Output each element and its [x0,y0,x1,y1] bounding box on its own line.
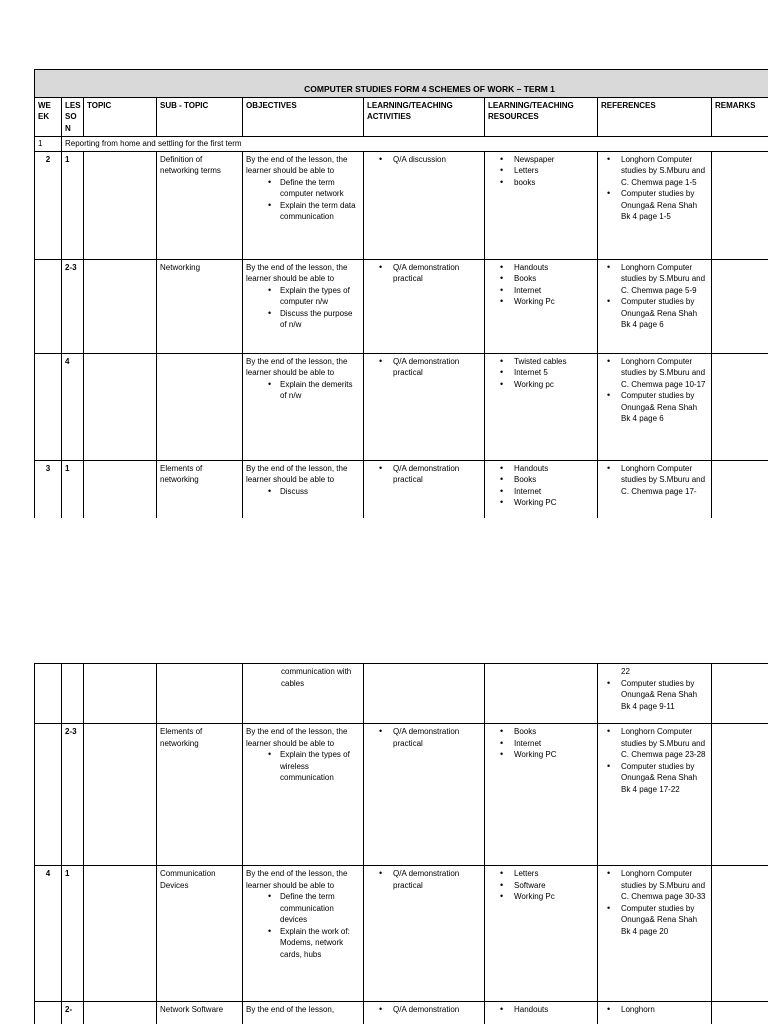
references-cell [598,724,712,866]
week-cell [35,353,62,460]
objectives-list [246,891,360,960]
resources-list [488,262,594,308]
list-item: • Computer studies by Onunga& Rena Shah Bk 4 page 6 [615,296,708,331]
objectives-cell [243,353,364,460]
list-item: • Books [508,726,594,738]
list-item: • Working PC [508,497,594,509]
remarks-cell [712,151,768,259]
table-row [35,353,768,460]
week-cell: 4 [35,866,62,1002]
list-item: • Internet [508,285,594,297]
list-item: • Q/A demonstration practical [387,356,481,379]
resources-list [488,356,594,391]
list-item: • Working pc [508,379,594,391]
page-1 [0,69,768,518]
page-2 [0,663,768,1024]
list-item: • Q/A demonstration practical [387,262,481,285]
activities-cell [364,353,485,460]
subtopic-cell: Communication Devices [157,866,243,1002]
lesson-cell: 2- [62,1002,84,1024]
week-cell [35,724,62,866]
list-item: • Newspaper [508,154,594,166]
references-list [601,726,708,795]
objectives-list [246,177,360,223]
header-topic: TOPIC [84,97,157,137]
continued-references: 22 • Computer studies by Onunga& Rena Shah Bk 4 page 9-11 [598,664,712,724]
list-item: • Q/A discussion [387,154,481,166]
references-cell [598,460,712,518]
remarks-cell [712,1002,768,1024]
activities-list [367,356,481,379]
continuation-row [35,664,768,724]
list-item: • Internet [508,738,594,750]
activities-cell [364,724,485,866]
list-item: • Computer studies by Onunga& Rena Shah Bk 4 page 20 [615,903,708,938]
list-item: • books [508,177,594,189]
activities-list [367,262,481,285]
week1-note: Reporting from home and settling for the first term [62,137,768,152]
document-title: COMPUTER STUDIES FORM 4 SCHEMES OF WORK – TERM 1 [35,70,768,98]
week-cell: 3 [35,460,62,518]
references-list [601,356,708,425]
subtopic-cell: Network Software [157,1002,243,1024]
lesson-cell: 1 [62,151,84,259]
resources-list [488,463,594,509]
header-activities: LEARNING/TEACHING ACTIVITIES [364,97,485,137]
objectives-intro: By the end of the lesson, the learner should be able to [246,727,348,748]
list-item: • Working PC [508,749,594,761]
list-item: • Explain the work of: Modems, network cards, hubs [276,926,360,961]
topic-cell [84,1002,157,1024]
list-item: • Q/A demonstration practical [387,463,481,486]
objectives-intro: By the end of the lesson, the learner should be able to [246,262,348,283]
objectives-cell [243,460,364,518]
topic-cell [84,259,157,353]
remarks-cell [712,724,768,866]
header-week: WE EK [35,97,62,137]
objectives-list [246,285,360,331]
activities-cell [364,259,485,353]
table-row [35,866,768,1002]
list-item: • Letters [508,165,594,177]
table-row [35,1002,768,1024]
table-row [35,151,768,259]
activities-list [367,726,481,749]
subtopic-cell: Definition of networking terms [157,151,243,259]
header-remarks: REMARKS [712,97,768,137]
list-item: • Explain the demerits of n/w [276,379,360,402]
objectives-intro: By the end of the lesson, the learner should be able to [246,356,348,377]
activities-list [367,463,481,486]
objectives-cell [243,151,364,259]
resources-cell [485,460,598,518]
lesson-cell: 1 [62,866,84,1002]
resources-cell [485,151,598,259]
table-row [35,460,768,518]
scheme-table-page-2 [34,663,768,1024]
list-item: • Computer studies by Onunga& Rena Shah Bk 4 page 1-5 [615,188,708,223]
subtopic-cell: Elements of networking [157,724,243,866]
remarks-cell [712,259,768,353]
header-references: REFERENCES [598,97,712,137]
list-item: • Twisted cables [508,356,594,368]
activities-cell [364,151,485,259]
objectives-intro: By the end of the lesson, the learner should be able to [246,463,348,484]
list-item: • Define the term computer network [276,177,360,200]
list-item: • Letters [508,868,594,880]
list-item: • Longhorn Computer studies by S.Mburu and C. Chemwa page 17- [615,463,708,498]
resources-cell [485,353,598,460]
list-item: • Q/A demonstration [387,1004,481,1016]
references-cell [598,259,712,353]
week-cell [35,1002,62,1024]
list-item: • Discuss [276,486,360,498]
list-item: • Working Pc [508,296,594,308]
continued-objectives: communication with cables [243,664,364,724]
list-item: • Handouts [508,463,594,475]
list-item: • Books [508,273,594,285]
week-cell [35,259,62,353]
references-cell [598,866,712,1002]
lesson-cell: 2-3 [62,259,84,353]
table-row [35,259,768,353]
list-item: • Working Pc [508,891,594,903]
topic-cell [84,353,157,460]
activities-list [367,1004,481,1016]
list-item: • Explain the types of computer n/w [276,285,360,308]
week1-row [35,137,768,152]
lesson-cell: 4 [62,353,84,460]
resources-list [488,154,594,189]
objectives-cell [243,1002,364,1024]
objectives-cell [243,259,364,353]
references-list [601,262,708,331]
activities-list [367,868,481,891]
header-subtopic: SUB - TOPIC [157,97,243,137]
topic-cell [84,724,157,866]
list-item: • Explain the types of wireless communication [276,749,360,784]
objectives-list [246,749,360,784]
list-item: • Longhorn Computer studies by S.Mburu and C. Chemwa page 30-33 [615,868,708,903]
remarks-cell [712,866,768,1002]
header-lesson: LES SO N [62,97,84,137]
activities-cell [364,866,485,1002]
resources-list [488,868,594,903]
references-cell [598,151,712,259]
list-item: • Computer studies by Onunga& Rena Shah Bk 4 page 17-22 [615,761,708,796]
objectives-intro: By the end of the lesson, the learner should be able to [246,869,348,890]
resources-cell [485,1002,598,1024]
list-item: • Handouts [508,262,594,274]
lesson-cell: 1 [62,460,84,518]
references-cell [598,353,712,460]
remarks-cell [712,353,768,460]
list-item: • Software [508,880,594,892]
list-item: • Computer studies by Onunga& Rena Shah Bk 4 page 6 [615,390,708,425]
list-item: • Explain the term data communication [276,200,360,223]
list-item: • Q/A demonstration practical [387,868,481,891]
list-item: • Internet 5 [508,367,594,379]
references-cell [598,1002,712,1024]
topic-cell [84,866,157,1002]
references-list [601,154,708,223]
week-cell: 2 [35,151,62,259]
topic-cell [84,460,157,518]
objectives-list [246,379,360,402]
list-item: • Define the term communication devices [276,891,360,926]
table-row [35,724,768,866]
resources-cell [485,259,598,353]
references-list [601,868,708,937]
header-row [35,97,768,137]
list-item: • Computer studies by Onunga& Rena Shah Bk 4 page 9-11 [615,678,708,713]
resources-cell [485,724,598,866]
list-item: • Books [508,474,594,486]
continued-reference-list [601,678,708,713]
week-cell: 1 [35,137,62,152]
topic-cell [84,151,157,259]
list-item: • Q/A demonstration practical [387,726,481,749]
header-resources: LEARNING/TEACHING RESOURCES [485,97,598,137]
list-item: • Longhorn Computer studies by S.Mburu and C. Chemwa page 10-17 [615,356,708,391]
list-item: • Longhorn [615,1004,708,1016]
activities-list [367,154,481,166]
activities-cell [364,460,485,518]
list-item: • Longhorn Computer studies by S.Mburu and C. Chemwa page 23-28 [615,726,708,761]
objectives-intro: By the end of the lesson, the learner should be able to [246,154,348,175]
subtopic-cell [157,353,243,460]
objectives-cell [243,866,364,1002]
list-item: • Handouts [508,1004,594,1016]
list-item: • Discuss the purpose of n/w [276,308,360,331]
subtopic-cell: Networking [157,259,243,353]
resources-cell [485,866,598,1002]
resources-list [488,726,594,761]
objectives-cell [243,724,364,866]
references-list [601,463,708,498]
list-item: • Internet [508,486,594,498]
remarks-cell [712,460,768,518]
list-item: • Longhorn Computer studies by S.Mburu and C. Chemwa page 5-9 [615,262,708,297]
resources-list [488,1004,594,1016]
activities-cell [364,1002,485,1024]
scheme-table-page-1 [34,69,768,518]
lesson-cell: 2-3 [62,724,84,866]
header-objectives: OBJECTIVES [243,97,364,137]
objectives-list [246,486,360,498]
references-list [601,1004,708,1016]
subtopic-cell: Elements of networking [157,460,243,518]
objectives-intro: By the end of the lesson, [246,1005,335,1014]
list-item: • Longhorn Computer studies by S.Mburu and C. Chemwa page 1-5 [615,154,708,189]
